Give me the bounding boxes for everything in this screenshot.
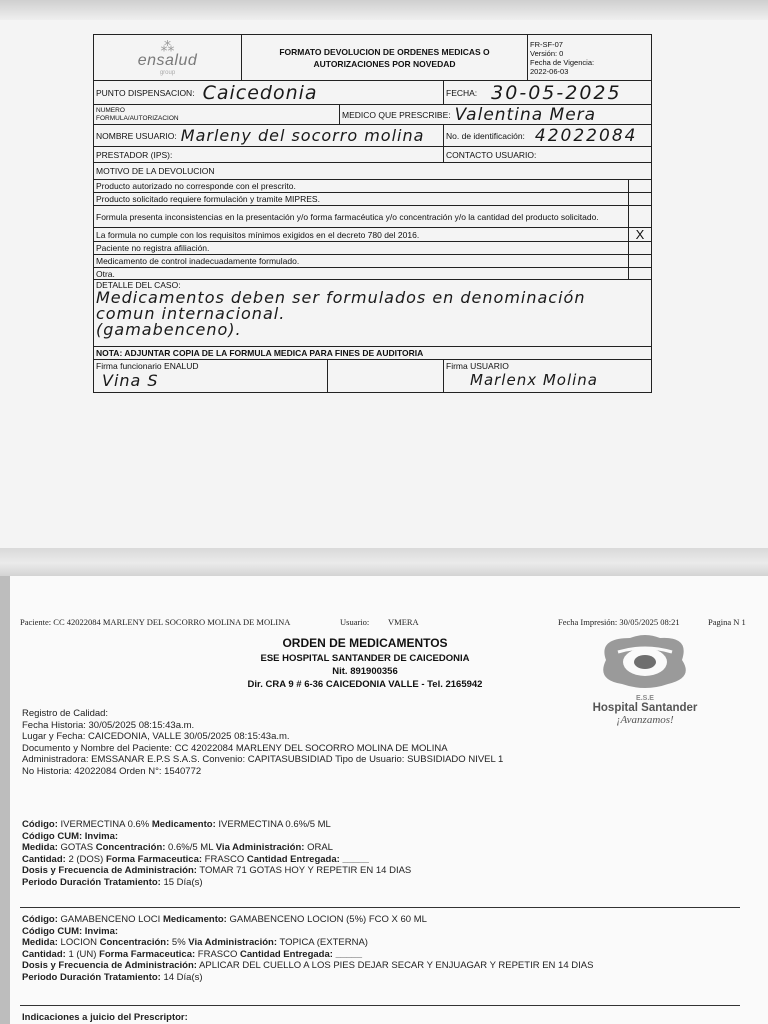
- registro-line: Documento y Nombre del Paciente: CC 42022084 MARLENY DEL SOCORRO MOLINA DE MOLINA: [22, 742, 448, 754]
- reason-row: [94, 206, 651, 228]
- order-user-value: VMERA: [388, 617, 419, 627]
- reason-row: [94, 193, 651, 206]
- detalle-caso: [94, 280, 651, 347]
- reason-row: [94, 242, 651, 255]
- concentracion-label: Concentración:: [99, 937, 170, 948]
- firma-usuario-signature: Marlenx Molina: [470, 371, 599, 389]
- medicamento-value: GAMABENCENO LOCION (5%) FCO X 60 ML: [226, 914, 427, 925]
- contacto-field: [444, 147, 651, 162]
- medida-label: Medida:: [22, 937, 58, 948]
- reason-text: Medicamento de control inadecuadamente formulado.: [94, 255, 629, 267]
- forma-value: FRASCO: [202, 853, 247, 865]
- medico-field: [340, 105, 651, 124]
- divider: [20, 907, 740, 908]
- reason-checkbox[interactable]: [629, 193, 651, 205]
- order-user-label: Usuario:: [340, 617, 370, 627]
- reason-text: Producto solicitado requiere formulación y tramite MIPRES.: [94, 193, 629, 205]
- indicaciones-label: Indicaciones a juicio del Prescriptor:: [22, 1012, 188, 1023]
- medication-item-gamabenceno: [22, 914, 593, 983]
- fecha-label: FECHA:: [446, 87, 478, 98]
- medicamento-label: Medicamento:: [151, 819, 216, 830]
- reason-text: La formula no cumple con los requisitos mínimos exigidos en el decreto 780 del 2016.: [94, 228, 629, 241]
- forma-value: FRASCO: [195, 948, 241, 960]
- nombre-value: Marleny del socorro molina: [180, 126, 425, 145]
- order-title: ORDEN DE MEDICAMENTOS: [282, 636, 448, 650]
- via-value: ORAL: [304, 842, 333, 853]
- registro-line: Registro de Calidad:: [22, 708, 109, 719]
- id-label: No. de identificación:: [446, 130, 525, 141]
- row-numero-medico: [94, 105, 651, 125]
- form-validity-date: 2022-06-03: [530, 66, 569, 76]
- codigo-value: IVERMECTINA 0.6%: [57, 819, 152, 830]
- punto-value: Caicedonia: [202, 81, 318, 104]
- ensalud-logo-sub: group: [159, 69, 176, 76]
- cum-invima: Código CUM: Invima:: [22, 925, 119, 937]
- cantidad-entregada: Cantidad Entregada: _____: [240, 948, 362, 960]
- reason-checkbox[interactable]: X: [635, 228, 645, 241]
- hospital-logo-name: Hospital Santander: [592, 702, 698, 714]
- reason-checkbox[interactable]: [629, 268, 651, 279]
- detalle-line: Medicamentos deben ser formulados en denominación: [96, 288, 586, 307]
- firma-blank: [328, 360, 444, 392]
- firma-usuario: [444, 360, 651, 392]
- reason-text: Producto autorizado no corresponde con el prescrito.: [94, 180, 629, 192]
- fecha-field: [444, 81, 651, 104]
- forma-label: Forma Farmaceutica:: [99, 948, 196, 960]
- id-value: 42022084: [534, 125, 638, 146]
- via-label: Via Administración:: [215, 842, 305, 853]
- form-version: Versión: 0: [530, 48, 564, 58]
- periodo-label: Periodo Duración Tratamiento:: [22, 971, 161, 983]
- prestador-label: PRESTADOR (IPS):: [96, 149, 173, 160]
- punto-label: PUNTO DISPENSACION:: [96, 87, 195, 98]
- cantidad-entregada: Cantidad Entregada: _____: [246, 853, 369, 865]
- identificacion-field: [444, 125, 651, 146]
- firma-funcionario-label: Firma funcionario ENALUD: [96, 361, 199, 371]
- detalle-line: comun internacional.: [96, 304, 286, 323]
- reason-text: Formula presenta inconsistencias en la presentación y/o forma farmacéutica y/o concentración y/o la cantidad del producto solicitado.: [94, 206, 629, 227]
- nombre-label: NOMBRE USUARIO:: [96, 130, 177, 141]
- registro-line: Fecha Historia: 30/05/2025 08:15:43a.m.: [22, 719, 195, 731]
- reason-row: [94, 268, 651, 280]
- reason-checkbox[interactable]: [629, 180, 651, 192]
- medicamento-value: IVERMECTINA 0.6%/5 ML: [215, 819, 331, 830]
- periodo-value: 15 Día(s): [160, 876, 203, 888]
- registro-line: No Historia: 42022084 Orden N°: 1540772: [22, 765, 202, 777]
- order-print-date: Fecha Impresión: 30/05/2025 08:21: [558, 617, 680, 627]
- hospital-logo-ese: E.S.E: [636, 695, 654, 702]
- fecha-value: 30-05-2025: [491, 81, 622, 104]
- motivo-header: [94, 163, 651, 180]
- numero-formula-field: [94, 105, 340, 124]
- cantidad-label: Cantidad:: [22, 948, 66, 960]
- form-header: [94, 35, 651, 81]
- registro-line: Administradora: EMSSANAR E.P.S S.A.S. Convenio: CAPITASUBSIDIAD Tipo de Usuario: SUBSIDIADO NIVEL 1: [22, 754, 504, 765]
- firma-funcionario: [94, 360, 328, 392]
- order-patient-header: Paciente: CC 42022084 MARLENY DEL SOCORRO MOLINA DE MOLINA: [20, 617, 291, 627]
- codigo-value: GAMABENCENO LOCI: [57, 914, 163, 925]
- reason-text: Otra.: [94, 268, 629, 279]
- prestador-field: [94, 147, 444, 162]
- medico-label: MEDICO QUE PRESCRIBE:: [342, 109, 451, 120]
- nota-row: [94, 347, 651, 360]
- nombre-usuario-field: [94, 125, 444, 146]
- via-value: TOPICA (EXTERNA): [276, 937, 368, 948]
- ensalud-logo-icon: ⁂: [160, 37, 175, 54]
- medicamento-label: Medicamento:: [162, 914, 227, 925]
- form-code: [528, 35, 651, 80]
- medida-value: LOCION: [57, 937, 100, 948]
- reason-row: [94, 255, 651, 268]
- numero-label-2: FORMULA/AUTORIZACION: [96, 114, 179, 122]
- cantidad-value: 1 (UN): [65, 948, 100, 960]
- contacto-label: CONTACTO USUARIO:: [446, 149, 537, 160]
- reason-checkbox[interactable]: [629, 255, 651, 267]
- order-address: Dir. CRA 9 # 6-36 CAICEDONIA VALLE - Tel. 2165942: [247, 679, 483, 690]
- periodo-value: 14 Día(s): [160, 971, 203, 983]
- motivo-label: MOTIVO DE LA DEVOLUCION: [96, 166, 215, 176]
- dosis-value: APLICAR DEL CUELLO A LOS PIES DEJAR SECAR Y ENJUAGAR Y REPETIR EN 14 DIAS: [196, 960, 594, 971]
- punto-dispensacion-field: [94, 81, 444, 104]
- numero-label-1: NUMERO: [96, 106, 125, 114]
- row-prestador-contacto: [94, 147, 651, 163]
- medication-item-ivermectina: [22, 819, 411, 888]
- firma-usuario-label: Firma USUARIO: [446, 361, 509, 371]
- codigo-label: Código:: [22, 914, 58, 925]
- dosis-label: Dosis y Frecuencia de Administración:: [22, 960, 197, 971]
- registro-line: Lugar y Fecha: CAICEDONIA, VALLE 30/05/2025 08:15:43a.m.: [22, 731, 290, 742]
- via-label: Via Administración:: [188, 937, 277, 948]
- detalle-label: DETALLE DEL CASO:: [96, 280, 181, 290]
- reason-row: [94, 180, 651, 193]
- registro-block: [22, 708, 503, 777]
- hospital-santander-logo: [572, 632, 718, 726]
- medico-value: Valentina Mera: [454, 105, 597, 124]
- ensalud-logo: [94, 35, 242, 80]
- cantidad-label: Cantidad:: [22, 853, 66, 865]
- concentracion-label: Concentración:: [95, 842, 166, 853]
- devolution-form: [93, 34, 652, 393]
- order-hospital: ESE HOSPITAL SANTANDER DE CAICEDONIA: [260, 653, 470, 664]
- ensalud-logo-text: ensalud: [137, 51, 198, 69]
- concentracion-value: 0.6%/5 ML: [165, 842, 216, 853]
- medida-label: Medida:: [22, 842, 58, 853]
- cum-invima: Código CUM: Invima:: [22, 830, 119, 842]
- reason-checkbox[interactable]: [629, 242, 651, 254]
- firma-funcionario-signature: Vina S: [102, 371, 159, 390]
- forma-label: Forma Farmaceutica:: [105, 853, 203, 865]
- signature-row: [94, 360, 651, 392]
- codigo-label: Código:: [22, 819, 58, 830]
- row-punto-fecha: [94, 81, 651, 105]
- medida-value: GOTAS: [57, 842, 96, 853]
- order-nit: Nit. 891900356: [332, 666, 398, 677]
- row-nombre-id: [94, 125, 651, 147]
- order-page-number: Pagina N 1: [708, 617, 746, 627]
- periodo-label: Periodo Duración Tratamiento:: [22, 876, 161, 888]
- cantidad-value: 2 (DOS): [65, 853, 106, 865]
- nota-text: NOTA: ADJUNTAR COPIA DE LA FORMULA MEDICA PARA FINES DE AUDITORIA: [96, 348, 424, 358]
- detalle-line: (gamabenceno).: [96, 320, 242, 339]
- hospital-logo-icon: [590, 632, 700, 690]
- divider: [20, 1005, 740, 1006]
- reason-text: Paciente no registra afiliación.: [94, 242, 629, 254]
- form-title: FORMATO DEVOLUCION DE ORDENES MEDICAS O AUTORIZACIONES POR NOVEDAD: [242, 35, 528, 80]
- dosis-label: Dosis y Frecuencia de Administración:: [22, 865, 197, 876]
- concentracion-value: 5%: [169, 937, 189, 948]
- form-validity-label: Fecha de Vigencia:: [530, 57, 595, 67]
- reason-row: [94, 228, 651, 242]
- scan-top-edge: [0, 0, 768, 20]
- form-code-id: FR-SF-07: [530, 39, 563, 49]
- hospital-logo-slogan: ¡Avanzamos!: [616, 714, 674, 726]
- page-gap: [0, 548, 768, 578]
- reason-checkbox[interactable]: [629, 206, 651, 227]
- dosis-value: TOMAR 71 GOTAS HOY Y REPETIR EN 14 DIAS: [196, 865, 412, 876]
